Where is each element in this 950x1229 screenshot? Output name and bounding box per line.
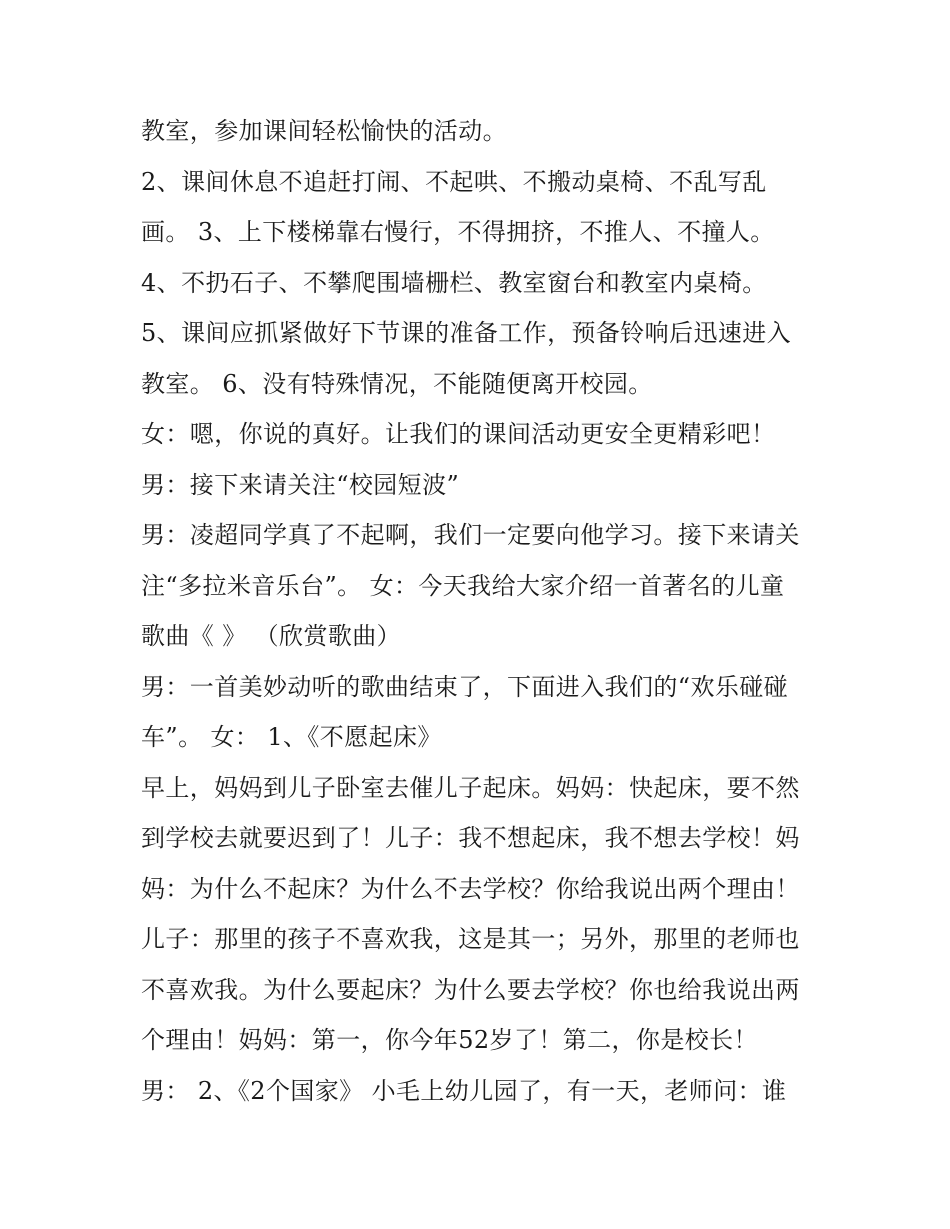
text-line: 男：一首美妙动听的歌曲结束了，下面进入我们的“欢乐碰碰: [141, 673, 789, 701]
text-line: 2、课间休息不追赶打闹、不起哄、不搬动桌椅、不乱写乱: [141, 168, 767, 196]
text-line: 5、课间应抓紧做好下节课的准备工作，预备铃响后迅速进入: [141, 319, 792, 347]
text-line: 车”。 女： 1、《不愿起床》: [141, 723, 442, 751]
text-line: 男：凌超同学真了不起啊，我们一定要向他学习。接下来请关: [141, 521, 800, 549]
text-line: 男：接下来请关注“校园短波”: [141, 471, 460, 499]
text-line: 男： 2、《2个国家》 小毛上幼儿园了，有一天，老师问：谁: [141, 1077, 787, 1105]
text-line: 教室。 6、没有特殊情况，不能随便离开校园。: [141, 370, 653, 398]
text-line: 4、不扔石子、不攀爬围墙栅栏、教室窗台和教室内桌椅。: [141, 269, 767, 297]
text-line: 不喜欢我。为什么要起床？为什么要去学校？你也给我说出两: [141, 976, 800, 1004]
text-line: 教室，参加课间轻松愉快的活动。: [141, 117, 507, 145]
text-line: 歌曲《 》 （欣赏歌曲）: [141, 622, 402, 650]
text-line: 女：嗯，你说的真好。让我们的课间活动更安全更精彩吧！: [141, 420, 776, 448]
text-line: 早上，妈妈到儿子卧室去催儿子起床。妈妈：快起床，要不然: [141, 774, 800, 802]
text-line: 儿子：那里的孩子不喜欢我，这是其一；另外，那里的老师也: [141, 925, 800, 953]
text-line: 画。 3、上下楼梯靠右慢行，不得拥挤，不推人、不撞人。: [141, 218, 775, 246]
text-line: 到学校去就要迟到了！儿子：我不想起床，我不想去学校！妈: [141, 824, 800, 852]
text-line: 注“多拉米音乐台”。 女：今天我给大家介绍一首著名的儿童: [141, 572, 785, 600]
text-line: 妈：为什么不起床？为什么不去学校？你给我说出两个理由！: [141, 875, 800, 903]
text-line: 个理由！妈妈：第一，你今年52岁了！第二，你是校长！: [141, 1026, 758, 1054]
